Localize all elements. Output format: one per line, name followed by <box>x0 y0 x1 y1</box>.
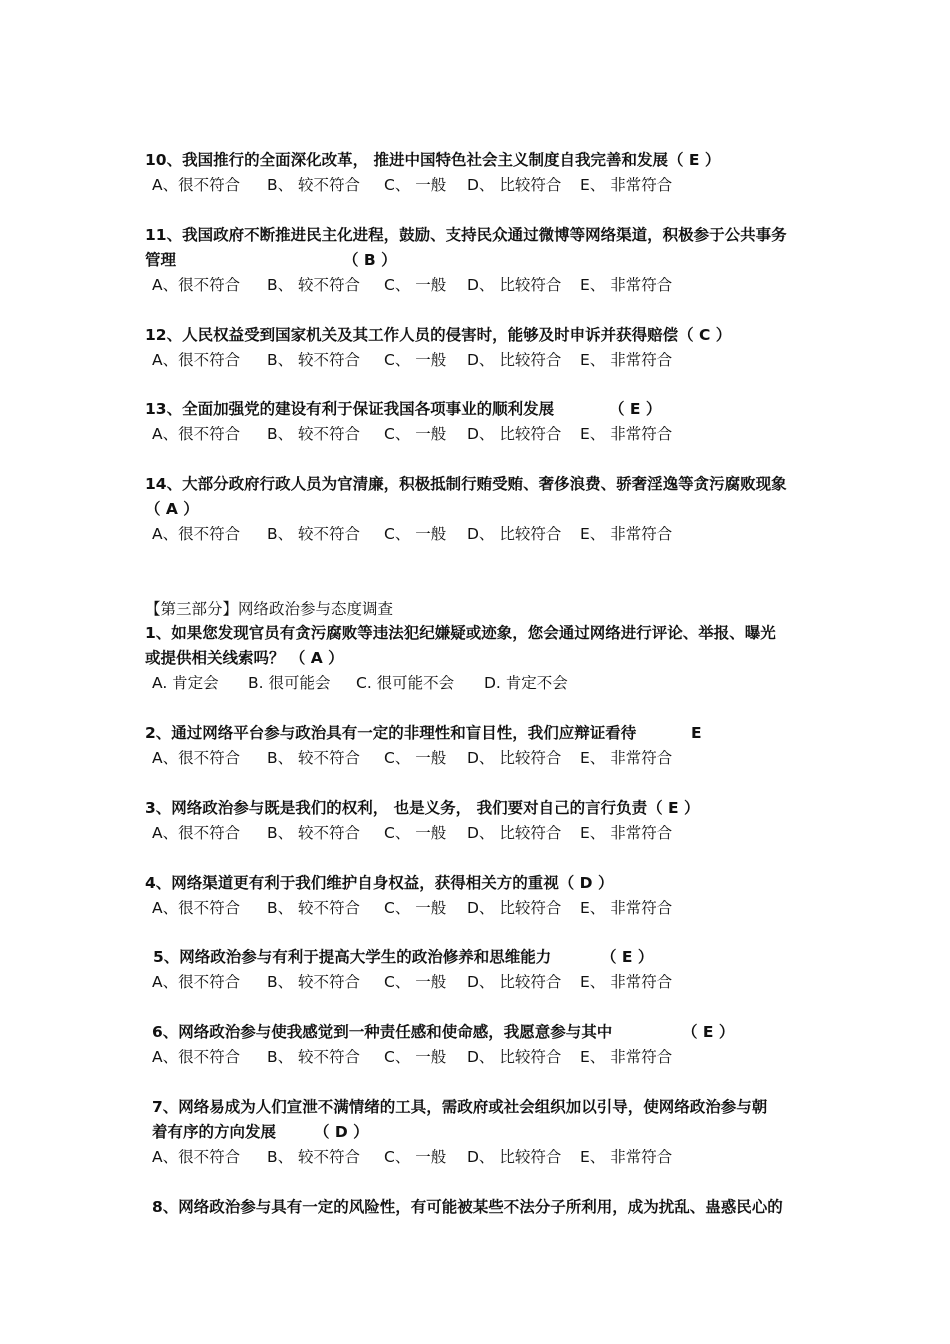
options-q10: A、很不符合 B、 较不符合 C、 一般 D、 比较符合 E、 非常符合 <box>152 176 673 194</box>
answer-p7: （ D ） <box>314 1123 369 1141</box>
options-p4: A、很不符合 B、 较不符合 C、 一般 D、 比较符合 E、 非常符合 <box>152 899 673 917</box>
part3-question-8-line-1: 8、网络政治参与具有一定的风险性，有可能被某些不法分子所利用，成为扰乱、蛊惑民心的 <box>152 1198 783 1216</box>
question-11-line-1: 11、我国政府不断推进民主化进程，鼓励、支持民众通过微博等网络渠道，积极参于公共事务 <box>145 226 787 244</box>
part3-question-3: 3、网络政治参与既是我们的权利， 也是义务， 我们要对自己的言行负责（ E ） <box>145 799 700 817</box>
options-p3: A、很不符合 B、 较不符合 C、 一般 D、 比较符合 E、 非常符合 <box>152 824 673 842</box>
options-p5: A、很不符合 B、 较不符合 C、 一般 D、 比较符合 E、 非常符合 <box>152 973 673 991</box>
options-q13: A、很不符合 B、 较不符合 C、 一般 D、 比较符合 E、 非常符合 <box>152 425 673 443</box>
options-q11: A、很不符合 B、 较不符合 C、 一般 D、 比较符合 E、 非常符合 <box>152 276 673 294</box>
options-p2: A、很不符合 B、 较不符合 C、 一般 D、 比较符合 E、 非常符合 <box>152 749 673 767</box>
question-14-line-1: 14、大部分政府行政人员为官清廉，积极抵制行贿受贿、奢侈浪费、骄奢淫逸等贪污腐败现象 <box>145 475 787 493</box>
answer-p5: （ E ） <box>601 948 654 966</box>
answer-q13: （ E ） <box>609 400 662 418</box>
options-p6: A、很不符合 B、 较不符合 C、 一般 D、 比较符合 E、 非常符合 <box>152 1048 673 1066</box>
part3-question-6: 6、网络政治参与使我感觉到一种责任感和使命感，我愿意参与其中 （ E ） <box>152 1020 832 1044</box>
part3-question-5: 5、网络政治参与有利于提高大学生的政治修养和思维能力 （ E ） <box>153 945 833 969</box>
answer-p2: E <box>691 724 702 742</box>
options-p7: A、很不符合 B、 较不符合 C、 一般 D、 比较符合 E、 非常符合 <box>152 1148 673 1166</box>
question-12: 12、人民权益受到国家机关及其工作人员的侵害时，能够及时申诉并获得赔偿（ C ） <box>145 326 732 344</box>
question-10: 10、我国推行的全面深化改革， 推进中国特色社会主义制度自我完善和发展（ E ） <box>145 151 721 169</box>
answer-q11: （ B ） <box>343 251 397 269</box>
section-heading: 【第三部分】网络政治参与态度调查 <box>145 600 394 618</box>
part3-question-4: 4、网络渠道更有利于我们维护自身权益，获得相关方的重视（ D ） <box>145 874 614 892</box>
part3-question-1-line-1: 1、如果您发现官员有贪污腐败等违法犯纪嫌疑或迹象，您会通过网络进行评论、举报、曝光 <box>145 624 776 642</box>
part3-question-7-line-1: 7、网络易成为人们宣泄不满情绪的工具，需政府或社会组织加以引导，使网络政治参与朝 <box>152 1098 768 1116</box>
answer-p6: （ E ） <box>682 1023 735 1041</box>
part3-question-7-line-2: 着有序的方向发展 （ D ） <box>152 1120 832 1144</box>
answer-q14: （ A ） <box>145 500 199 518</box>
question-11-line-2: 管理 （ B ） <box>145 248 825 272</box>
options-p1: A. 肯定会 B. 很可能会 C. 很可能不会 D. 肯定不会 <box>152 674 568 692</box>
options-q12: A、很不符合 B、 较不符合 C、 一般 D、 比较符合 E、 非常符合 <box>152 351 673 369</box>
question-13: 13、全面加强党的建设有利于保证我国各项事业的顺利发展 （ E ） <box>145 397 825 421</box>
part3-question-1-line-2: 或提供相关线索吗？ （ A ） <box>145 649 344 667</box>
part3-question-2: 2、通过网络平台参与政治具有一定的非理性和盲目性，我们应辩证看待 E <box>145 721 825 745</box>
options-q14: A、很不符合 B、 较不符合 C、 一般 D、 比较符合 E、 非常符合 <box>152 525 673 543</box>
